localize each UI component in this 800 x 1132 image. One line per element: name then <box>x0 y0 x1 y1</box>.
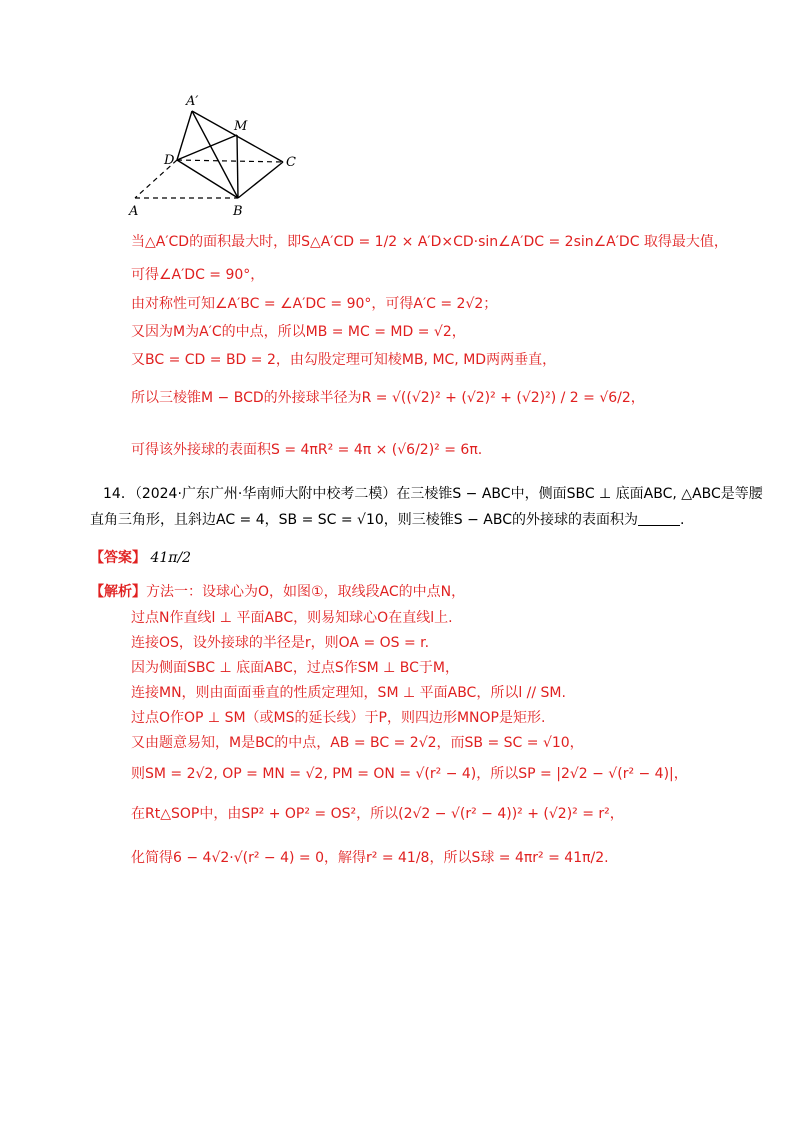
edge-d-c-dashed <box>177 160 283 162</box>
answer-blank <box>638 511 680 526</box>
analysis-line-1: 方法一：设球心为O，如图①，取线段AC的中点N， <box>146 584 466 600</box>
label-b: B <box>233 204 243 219</box>
label-c: C <box>286 155 296 170</box>
question-line-1: 14．（2024·广东广州·华南师大附中校考二模）在三棱锥S − ABC中，侧面SBC ⊥ 底面ABC, △ABC是等腰 <box>103 486 763 502</box>
analysis-line-9: 在Rt△SOP中，由SP² + OP² = OS²，所以(2√2 − √(r² − 4))² + (√2)² = r²， <box>131 806 624 822</box>
analysis-tag: 【解析】 <box>90 584 146 600</box>
edge-a-prime-d <box>177 111 192 160</box>
label-a-prime: A′ <box>186 94 199 109</box>
solution-prev-line-4: 又因为M为A′C的中点，所以MB = MC = MD = √2， <box>131 324 466 340</box>
analysis-line-10: 化简得6 − 4√2·√(r² − 4) = 0，解得r² = 41/8，所以S球 = 4πr² = 41π/2. <box>131 850 609 866</box>
edge-m-b <box>237 135 238 198</box>
label-a: A <box>129 204 139 219</box>
solution-prev-line-6: 所以三棱锥M − BCD的外接球半径为R = √((√2)² + (√2)² + (√2)²) / 2 = √6/2， <box>131 390 645 406</box>
answer-tag: 【答案】 <box>90 550 146 566</box>
question-line-2-wrap: 直角三角形，且斜边AC = 4，SB = SC = √10，则三棱锥S − ABC的外接球的表面积为 . <box>90 512 685 528</box>
analysis-line-8: 则SM = 2√2, OP = MN = √2, PM = ON = √(r² − 4)，所以SP = |2√2 − √(r² − 4)|， <box>131 766 688 782</box>
analysis-line-4: 因为侧面SBC ⊥ 底面ABC，过点S作SM ⊥ BC于M， <box>131 660 459 676</box>
label-m: M <box>234 119 248 134</box>
analysis-line-5: 连接MN，则由面面垂直的性质定理知，SM ⊥ 平面ABC，所以l // SM. <box>131 685 566 701</box>
solution-prev-line-5: 又BC = CD = BD = 2，由勾股定理可知棱MB, MC, MD两两垂直， <box>131 352 557 368</box>
solution-prev-line-7: 可得该外接球的表面积S = 4πR² = 4π × (√6/2)² = 6π. <box>131 442 483 458</box>
edge-b-c <box>238 162 283 198</box>
analysis-line-7: 又由题意易知，M是BC的中点，AB = BC = 2√2，而SB = SC = √10， <box>131 735 584 751</box>
solution-prev-line-2: 可得∠A′DC = 90°， <box>131 267 265 283</box>
analysis-line-3: 连接OS，设外接球的半径是r，则OA = OS = r. <box>131 635 430 651</box>
answer-value: 41π/2 <box>150 550 192 566</box>
pyramid-diagram-svg <box>120 88 320 223</box>
analysis-line-6: 过点O作OP ⊥ SM（或MS的延长线）于P，则四边形MNOP是矩形. <box>131 710 546 726</box>
pyramid-diagram <box>120 88 320 223</box>
analysis-line-1-wrap <box>90 582 465 602</box>
question-line-2: 直角三角形，且斜边AC = 4，SB = SC = √10，则三棱锥S − ABC的外接球的表面积为 <box>90 512 639 528</box>
label-d: D <box>164 153 175 168</box>
analysis-line-2: 过点N作直线l ⊥ 平面ABC，则易知球心O在直线l上. <box>131 610 453 626</box>
edge-d-b <box>177 160 238 198</box>
solution-prev-line-3: 由对称性可知∠A′BC = ∠A′DC = 90°，可得A′C = 2√2； <box>131 296 498 312</box>
solution-prev-line-1: 当△A′CD的面积最大时，即S△A′CD = 1/2 × A′D×CD·sin∠A′DC = 2sin∠A′DC 取得最大值， <box>131 234 728 250</box>
answer-line <box>90 548 191 568</box>
